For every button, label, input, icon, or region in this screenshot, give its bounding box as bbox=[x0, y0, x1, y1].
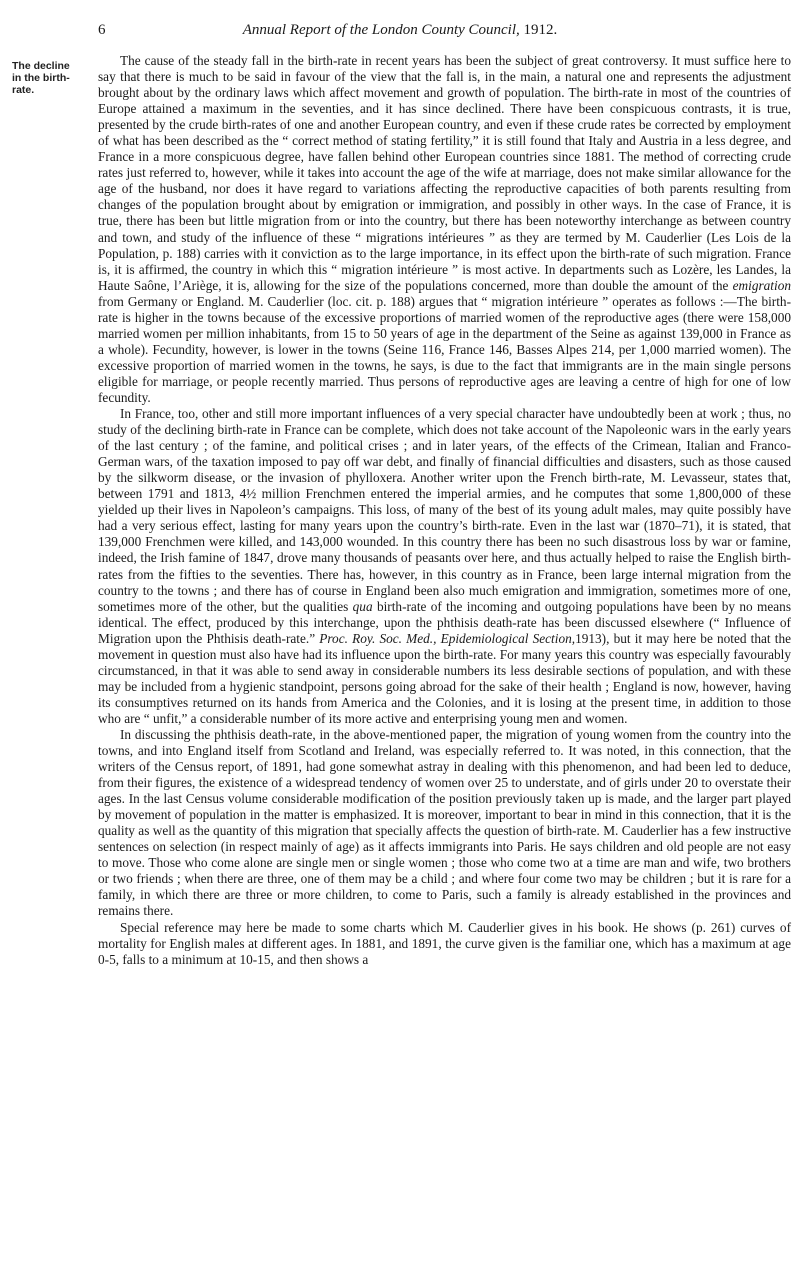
running-title-year: 1912. bbox=[523, 22, 558, 38]
paragraph-4 bbox=[98, 920, 791, 968]
paragraph-text: Special reference may here be made to some charts which M. Cauderlier gives in his book. He shows (p. 261) curves of mortality for English males at different ages. In 1881, and 1891, the curve given is the familiar one, which has a maximum at age 0-5, falls to a minimum at 10-15, and then shows a bbox=[98, 919, 791, 967]
paragraph-text: In France, too, other and still more important influences of a very special character have undoubtedly been at work ; thus, no study of the declining birth-rate in France can be complete, which does not take account of the Napoleonic wars in the early years of the last century ; of the famine, and political crises ; and in later years, of the effects of the Crimean, Italian and Franco-German wars, of the taxation imposed to pay off war debt, and finally of financial difficulties and disasters, such as those caused by the silkworm disease, or the invasion of phylloxera. Another writer upon the French birth-rate, M. Levasseur, states that, between 1791 and 1813, 4½ million Frenchmen entered the imperial armies, and he computes that some 1,800,000 of these yielded up their lives in Napoleon’s campaigns. This loss, of many of the best of its young adult males, may quite possibly have had a very serious effect, lasting for many years upon the country’s birth-rate. Even in the last war (1870–71), it is stated, that 139,000 Frenchmen were killed, and 143,000 wounded. In this country there has been no such disastrous loss by war or famine, indeed, the Irish famine of 1847, drove many thousands of peasants over here, and thus actually helped to raise the English birth-rates from the fifties to the seventies. There has, however, in this country as in France, been large internal migration from the country to the towns ; and there has of course in England been also much emigration and immigration, sometimes more of one, sometimes more of the other, but the qualities bbox=[98, 406, 791, 614]
paragraph-2 bbox=[98, 406, 791, 727]
italic-text: qua bbox=[352, 598, 373, 614]
page-header bbox=[0, 20, 800, 44]
running-title bbox=[0, 22, 800, 39]
page-number: 6 bbox=[98, 22, 106, 38]
paragraph-3 bbox=[98, 727, 791, 920]
italic-text: Proc. Roy. Soc. Med., Epidemiological Section, bbox=[319, 630, 576, 646]
paragraph-text: 1913), but it may here be noted that the movement in question must also have had its influence upon the birth-rate. For many years this country was especially favourably circumstanced, in that it was able to send away in considerable numbers its less desirable sections of population, and with these may be included from a hygienic standpoint, persons going abroad for the sake of their health ; England is now, however, having its consumptives returned on its hands from America and the Colonies, and it is losing at the present time, in addition to those who are “ unfit,” a considerable number of its more active and enterprising young men and women. bbox=[98, 630, 792, 726]
paragraph-text: In discussing the phthisis death-rate, in the above-mentioned paper, the migration of young women from the country into the towns, and into England itself from Scotland and Ireland, was especially referred to. It was noted, in this connection, that the writers of the Census report, of 1891, had gone somewhat astray in dealing with this phenomenon, and had been led to deduce, from their figures, the existence of a widespread tendency of women over 25 to understate, and of girls under 20 to overstate their ages. In the last Census volume considerable modification of the position previously taken up is made, and the larger part played by movement of population in the matter is emphasized. It is moreover, important to bear in mind in this connection, that it is the quality as well as the quantity of this migration that specially affects the question of birth-rate. M. Cauderlier has a few instructive sentences on selection (in respect mainly of age) as it affects immigrants into Paris. He says children and old people are not easy to move. Those who come alone are single men or single women ; those who come two at a time are man and wife, two brothers or two friends ; when there are three, one of them may be a child ; and where four come two may be children ; but it is rare for a family, in which there are three or more children, to come to Paris, such a family is already established in the provinces and remains there. bbox=[98, 726, 791, 919]
margin-note: The decline in the birth-rate. bbox=[12, 60, 70, 96]
paragraph-1 bbox=[98, 53, 791, 406]
paragraph-text: from Germany or England. M. Cauderlier (loc. cit. p. 188) argues that “ migration intérieure ” operates as follows :—The birth-rate is higher in the towns because of the excessive proportions of married women of the reproductive ages (there were 158,000 married women per million inhabitants, from 15 to 50 years of age in the department of the Seine as against 139,000 in France as a whole). Fecundity, however, is lower in the towns (Seine 116, France 146, Basses Alpes 214, per 1,000 married women). The excessive proportion of married women in the towns, he says, is due to the fact that immigrants are in the main single persons eligible for marriage, or people recently married. Thus persons of reproductive ages are leaving a centre of high for one of low fecundity. bbox=[98, 293, 791, 405]
running-title-text: Annual Report of the London County Council, bbox=[242, 22, 520, 38]
paragraph-text: The cause of the steady fall in the birth-rate in recent years has been the subject of great controversy. It must suffice here to say that there is much to be said in favour of the view that the fall is, in the main, a natural one and represents the adjustment brought about by the ordinary laws which affect movement and growth of population. The birth-rate in most of the countries of Europe attained a maximum in the seventies, and it has since declined. There have been conspicuous contrasts, it is true, presented by the crude birth-rates of one and another European country, and even if these crude rates be corrected by employment of what has been described as the “ correct method of stating fertility,” it is still found that Italy and Austria in a less degree, and France in a more conspicuous degree, have fallen behind other European countries since 1881. The method of correcting crude rates just referred to, however, while it takes into account the age of the wife at marriage, does not make similar allowance for the age of the husband, nor does it have regard to variations affecting the reproductive capacities of both parents resulting from changes of the population brought about by emigration or immigration, and possibly in other ways. In the case of France, it is true, there has been but little migration from or into the country, but there has been noteworthy interchange as between country and town, and study of the influence of these “ migrations intérieures ” as they are termed by M. Cauderlier (Les Lois de la Population, p. 188) carries with it conviction as to the large importance, in its effect upon the birth-rate of such migration. France is, it is affirmed, the country in which this “ migration intérieure ” is most active. In departments such as Lozère, les Landes, la Haute Saône, l’Ariège, it is, allowing for the size of the populations concerned, more than double the amount of the bbox=[98, 53, 791, 293]
paragraph-text: birth-rate of the incoming and outgoing populations have been by no means identical. The effect, produced by this interchange, upon the phthisis death-rate has been discussed elsewhere (“ Influence of Migration upon the Phthisis death-rate.” bbox=[98, 598, 792, 646]
body-text bbox=[98, 53, 791, 968]
italic-text: emigration bbox=[732, 277, 791, 293]
